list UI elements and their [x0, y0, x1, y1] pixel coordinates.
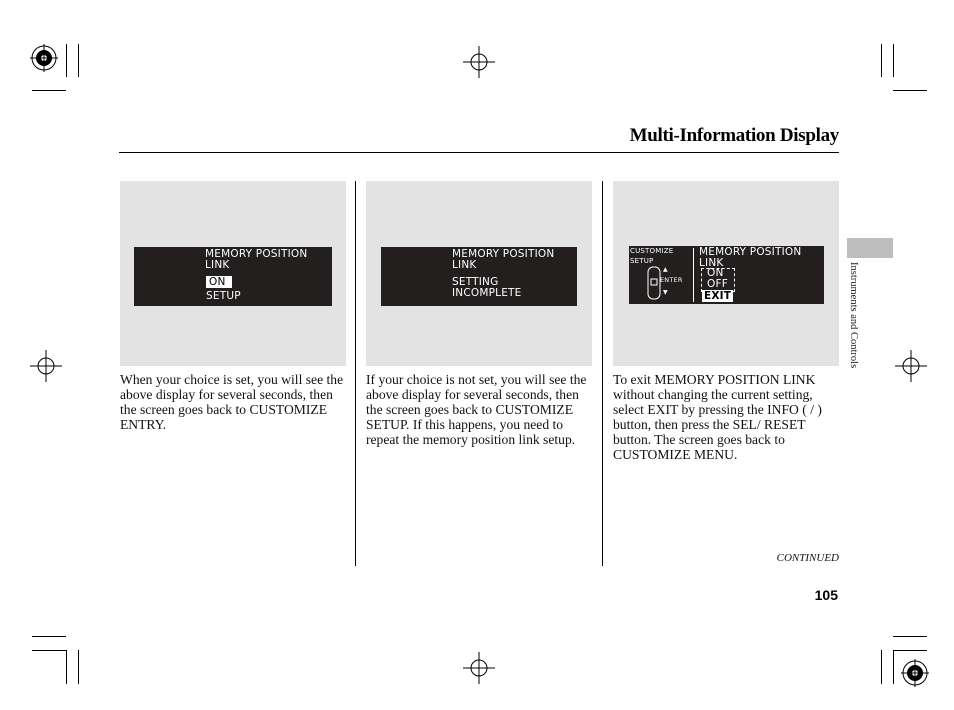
screen-line: LINK	[699, 257, 724, 269]
screen-line	[206, 277, 232, 288]
column-divider	[355, 181, 356, 566]
screen-line: LINK	[452, 259, 477, 271]
screen-line: SETUP	[206, 290, 241, 302]
registration-mark-bottom-right	[901, 659, 929, 687]
screen-side-line: CUSTOMIZE	[630, 247, 674, 255]
section-label: Instruments and Controls	[848, 262, 859, 369]
page-number: 105	[814, 587, 838, 603]
column-divider	[602, 181, 603, 566]
selector-knob-icon	[647, 266, 661, 300]
display-illustration-1	[120, 181, 346, 366]
display-illustration-3	[613, 181, 839, 366]
section-tab	[847, 238, 893, 258]
caption-2: If your choice is not set, you will see the above display for several seconds, then the screen goes back to CUSTOMIZE SETUP. If this happens, you need to repeat the memory position link setup.	[366, 372, 587, 447]
up-arrow-icon: ▲	[663, 266, 668, 273]
crosshair-right	[895, 350, 927, 382]
screen-line: MEMORY POSITION	[452, 248, 555, 260]
screen-side-line: SETUP	[630, 257, 654, 265]
screen-line: MEMORY POSITION	[699, 246, 802, 258]
down-arrow-icon: ▼	[663, 289, 668, 296]
screen-line: OFF	[707, 278, 728, 290]
registration-mark-top-left	[30, 44, 58, 72]
screen-line: SETTING	[452, 276, 499, 288]
screen-line	[702, 291, 733, 302]
display-screen	[381, 247, 577, 306]
display-illustration-2	[366, 181, 592, 366]
title-rule	[119, 152, 839, 153]
selected-option: ON	[206, 276, 232, 288]
exit-option: EXIT	[704, 290, 732, 302]
crosshair-top-center	[463, 46, 495, 78]
display-screen	[629, 246, 824, 304]
screen-side-line: ENTER	[660, 276, 683, 284]
continued-note: CONTINUED	[776, 552, 839, 564]
screen-line: ON	[707, 267, 724, 279]
screen-line: MEMORY POSITION	[205, 248, 308, 260]
display-screen	[134, 247, 332, 306]
screen-divider	[693, 248, 694, 302]
screen-line: LINK	[205, 259, 230, 271]
crosshair-bottom-center	[463, 652, 495, 684]
crosshair-left	[30, 350, 62, 382]
caption-1: When your choice is set, you will see the above display for several seconds, then the screen goes back to CUSTOMIZE ENTRY.	[120, 372, 344, 432]
page-title: Multi-Information Display	[629, 125, 839, 146]
screen-line: INCOMPLETE	[452, 287, 522, 299]
caption-3: To exit MEMORY POSITION LINK without changing the current setting, select EXIT by pressing the INFO ( / ) button, then press the SEL/ RESET button. The screen goes back to CUSTOMIZE MENU.	[613, 372, 822, 462]
